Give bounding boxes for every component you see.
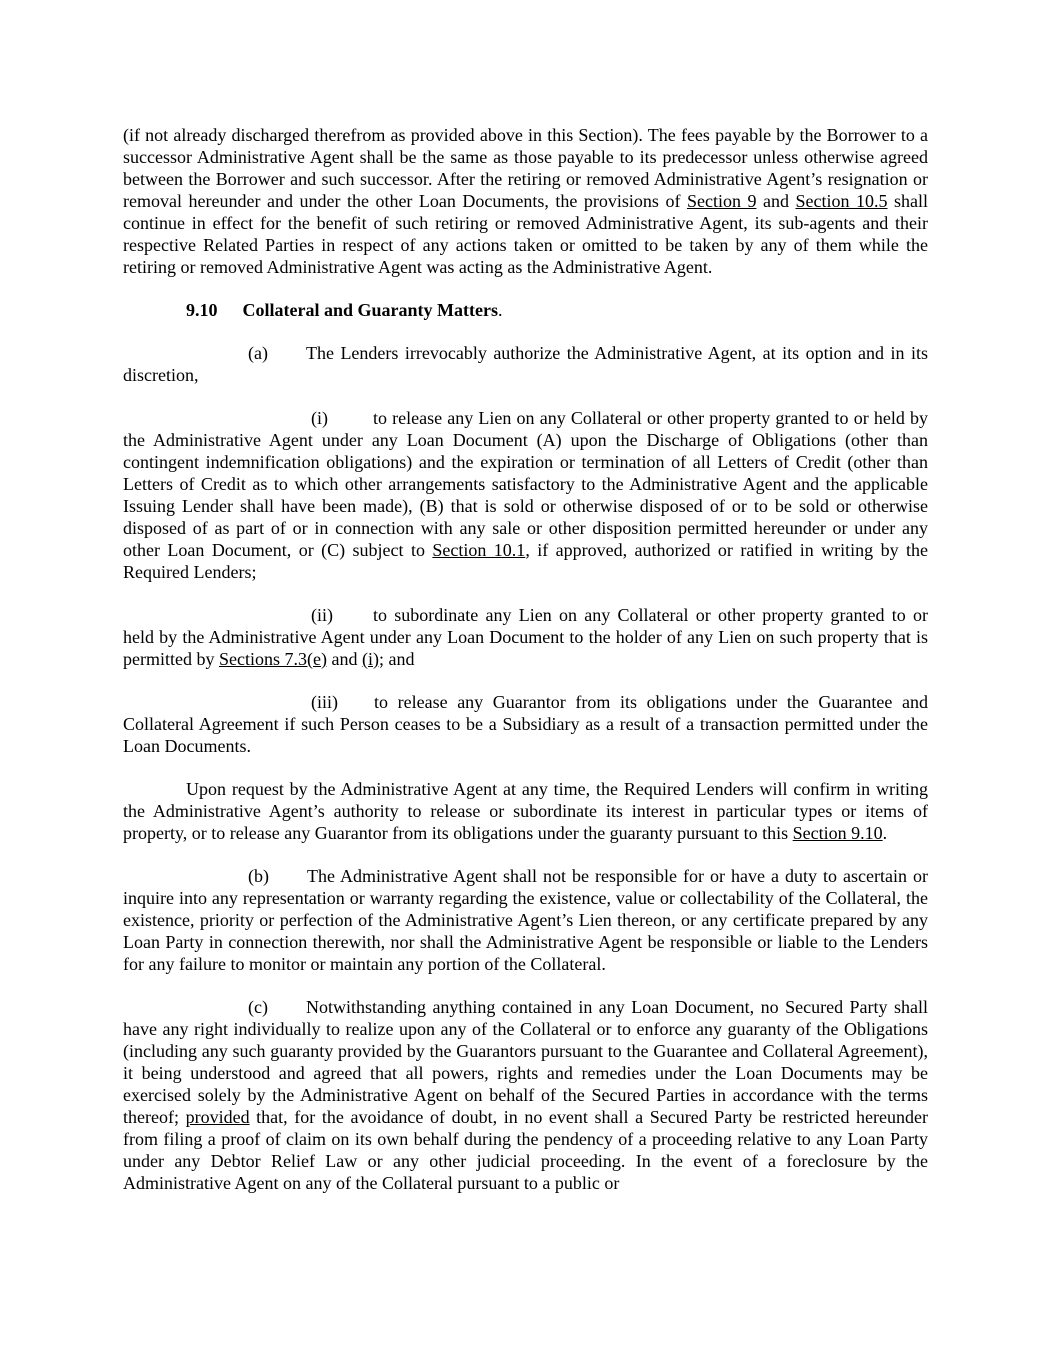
section-reference: (i) <box>361 649 379 669</box>
text-run: . <box>882 823 888 843</box>
text-run: (b) <box>248 866 269 886</box>
tab-spacer <box>268 1012 306 1013</box>
section-reference: Sections 7.3(e) <box>218 649 327 669</box>
tab-spacer <box>218 315 243 316</box>
text-run: , if approved, authorized or ratified in writing by the Required Lenders; <box>123 540 928 582</box>
text-run: (ii) <box>311 605 333 625</box>
section-reference: Section 9 <box>686 191 757 211</box>
text-run: shall continue in effect for the benefit of such retiring or removed Administrative Agent, its sub-agents and their respective Related Parties in respect of any actions taken or omitted to be taken by any of them while the retiring or removed Administrative Agent was acting as the Administrative Agent. <box>123 191 929 277</box>
text-run: to subordinate any Lien on any Collateral or other property granted to or held by the Administrative Agent under any Loan Document to the holder of any Lien on such property that is permitted by <box>123 605 928 669</box>
tab-spacer <box>333 620 373 621</box>
heading-text: Collateral and Guaranty Matters <box>242 300 498 320</box>
upon-request-paragraph <box>123 778 928 844</box>
section-reference: Section 10.1 <box>432 540 526 560</box>
tab-spacer <box>328 423 373 424</box>
clause-ii <box>123 604 928 670</box>
text-run: Upon request by the Administrative Agent at any time, the Required Lenders will confirm in writing the Administrative Agent’s authority to release or subordinate its interest in particular types or items of property, or to release any Guarantor from its obligations under the guaranty pursuant to this <box>123 779 928 843</box>
clause-iii <box>123 691 928 757</box>
section-reference: provided <box>185 1107 250 1127</box>
paragraph-c <box>123 996 928 1194</box>
paragraph-a <box>123 342 928 386</box>
tab-spacer <box>269 881 307 882</box>
text-run: and <box>756 191 796 211</box>
section-reference: Section 10.5 <box>795 191 888 211</box>
text-run: (if not already discharged therefrom as provided above in this Section). The fees payable by the Borrower to a successor Administrative Agent shall be the same as those payable to its predecessor unless otherwise agreed between the Borrower and such successor. After the retiring or removed Administrative Agent’s resignation or removal hereunder and under the other Loan Documents, the provisions of <box>123 125 928 211</box>
text-run: The Administrative Agent shall not be responsible for or have a duty to ascertain or inquire into any representation or warranty regarding the existence, value or collectability of the Collateral, the existence, priority or perfection of the Administrative Agent’s Lien thereon, or any certificate prepared by any Loan Party in connection therewith, nor shall the Administrative Agent be responsible or liable to the Lenders for any failure to monitor or maintain any portion of the Collateral. <box>123 866 928 974</box>
text-run: The Lenders irrevocably authorize the Administrative Agent, at its option and in its discretion, <box>123 343 928 385</box>
text-run: (i) <box>311 408 328 428</box>
text-run: to release any Guarantor from its obligations under the Guarantee and Collateral Agreement if such Person ceases to be a Subsidiary as a result of a transaction permitted under the Loan Documents. <box>123 692 928 756</box>
text-run: (c) <box>248 997 268 1017</box>
text-run: that, for the avoidance of doubt, in no event shall a Secured Party be restricted hereunder from filing a proof of claim on its own behalf during the pendency of a proceeding relative to any Loan Party under any Debtor Relief Law or any other judicial proceeding. In the event of a foreclosure by the Administrative Agent on any of the Collateral pursuant to a public or <box>123 1107 929 1193</box>
clause-i <box>123 407 928 583</box>
paragraph-b <box>123 865 928 975</box>
text-run: (iii) <box>311 692 338 712</box>
text-run: ; and <box>378 649 415 669</box>
text-run: Notwithstanding anything contained in any Loan Document, no Secured Party shall have any right individually to realize upon any of the Collateral or to enforce any guaranty of the Obligations (including any such guaranty provided by the Guarantors pursuant to the Guarantee and Collateral Agreement), it being understood and agreed that all powers, rights and remedies under the Loan Documents may be exercised solely by the Administrative Agent on behalf of the Secured Parties in accordance with the terms thereof; <box>123 997 928 1127</box>
tab-spacer <box>338 707 374 708</box>
tab-spacer <box>268 358 306 359</box>
text-run: . <box>497 300 503 320</box>
section-reference: Section 9.10 <box>792 823 883 843</box>
text-run: and <box>326 649 362 669</box>
heading-text: 9.10 <box>186 300 218 320</box>
text-run: (a) <box>248 343 268 363</box>
intro-paragraph <box>123 124 928 278</box>
section-9-10-heading <box>123 299 928 321</box>
text-run: to release any Lien on any Collateral or other property granted to or held by the Administrative Agent under any Loan Document (A) upon the Discharge of Obligations (other than contingent indemnification obligations) and the expiration or termination of all Letters of Credit (other than Letters of Credit as to which other arrangements satisfactory to the Administrative Agent and the applicable Issuing Lender shall have been made), (B) that is sold or otherwise disposed of or to be sold or otherwise disposed of as part of or in connection with any sale or other disposition permitted hereunder or under any other Loan Document, or (C) subject to <box>123 408 928 560</box>
